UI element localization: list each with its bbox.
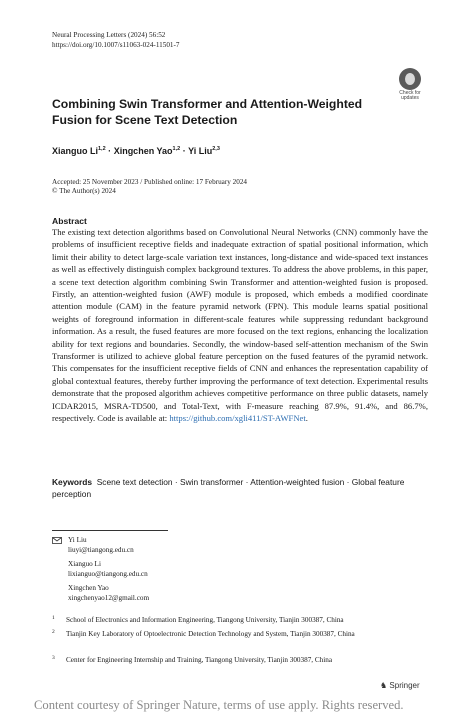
author-affiliation-mark: 2,3 bbox=[212, 146, 220, 152]
publisher-name: Springer bbox=[389, 681, 420, 690]
author-name[interactable]: Xianguo Li bbox=[52, 146, 98, 156]
contact-entry bbox=[52, 536, 134, 555]
author-name[interactable]: Yi Liu bbox=[188, 146, 213, 156]
keywords bbox=[52, 476, 428, 500]
contact-name: Yi Liu bbox=[68, 536, 87, 544]
author-name[interactable]: Xingchen Yao bbox=[113, 146, 173, 156]
courtesy-watermark: Content courtesy of Springer Nature, terms of use apply. Rights reserved. bbox=[34, 698, 404, 712]
affiliation-text: School of Electronics and Information Engineering, Tiangong University, Tianjin 300387, China bbox=[66, 616, 344, 624]
contact-email[interactable]: xingchenyao12@gmail.com bbox=[68, 593, 150, 602]
affiliation-text: Tianjin Key Laboratory of Optoelectronic Detection Technology and System, Tianjin 300387, China bbox=[66, 630, 355, 638]
abstract-paragraph: The existing text detection algorithms based on Convolutional Neural Networks (CNN) commonly have the problems of insufficient receptive fields and inadequate extraction of spatial positional information, which limit their ability to detect large-scale variation text instances, long-distance and wide-spaced text instances as well as effectively distinguish complex background textures. To address the above problems, in this paper, a scene text detection algorithm combining Swin Transformer and attention-weighted fusion is proposed. Firstly, an attention-weighted fusion (AWF) module is proposed, which embeds a modified coordinate attention module (CAM) in the feature pyramid network (FPN). This module learns spatial positional weights of foreground information in different-scale features while suppressing redundant background information. As a result, the fused features are more focused on the text regions, enhancing the localization ability for text regions and boundaries. Secondly, the window-based self-attention mechanism of the Swin Transformer is utilized to achieve global feature perception on the fused features of the pyramid network. This compensates for the insufficient receptive fields of CNN and enhances the representation capability of global contextual features, thereby further improving the performance of text detection. Experimental results demonstrate that the proposed algorithm achieves competitive performance on three public datasets, namely ICDAR2015, MSRA-TD500, and Total-Text, with F-measure reaching 87.9%, 91.4%, and 86.7%, respectively. Code is available at: bbox=[52, 227, 428, 424]
springer-horse-icon: ♞ bbox=[380, 681, 388, 690]
affiliation-text: Center for Engineering Internship and Training, Tiangong University, Tianjin 300387, China bbox=[66, 656, 333, 664]
author-separator: · bbox=[108, 146, 112, 156]
contact-name: Xingchen Yao bbox=[68, 584, 109, 592]
check-for-updates-badge[interactable] bbox=[392, 68, 428, 106]
abstract-end: . bbox=[305, 413, 308, 424]
doi-link[interactable]: https://doi.org/10.1007/s11063-024-11501-7 bbox=[52, 41, 180, 49]
contact-email[interactable]: lixianguo@tiangong.edu.cn bbox=[68, 569, 148, 578]
publication-dates: Accepted: 25 November 2023 / Published online: 17 February 2024 bbox=[52, 178, 248, 186]
author-affiliation-mark: 1,2 bbox=[172, 146, 181, 152]
check-updates-icon bbox=[399, 68, 421, 90]
contact-entry bbox=[52, 560, 148, 579]
contact-email[interactable]: liuyi@tiangong.edu.cn bbox=[68, 545, 134, 554]
author-separator: · bbox=[182, 146, 186, 156]
abstract-heading: Abstract bbox=[52, 216, 87, 226]
author-list bbox=[52, 146, 220, 156]
affiliation-number: 1 bbox=[52, 615, 55, 621]
abstract-text bbox=[52, 226, 428, 425]
affiliation-number: 2 bbox=[52, 629, 55, 635]
footnote-divider bbox=[52, 530, 168, 531]
contact-name: Xianguo Li bbox=[68, 560, 101, 568]
paper-title: Combining Swin Transformer and Attention-Weighted Fusion for Scene Text Detection bbox=[52, 97, 363, 127]
keywords-label: Keywords bbox=[52, 477, 93, 487]
check-updates-line-2: updates bbox=[401, 95, 419, 102]
journal-citation: Neural Processing Letters (2024) 56:52 bbox=[52, 31, 166, 39]
keywords-list: Scene text detection · Swin transformer · Attention-weighted fusion · Global feature perception bbox=[52, 477, 405, 499]
affiliation-number: 3 bbox=[52, 655, 55, 661]
copyright-notice: © The Author(s) 2024 bbox=[52, 187, 116, 195]
publisher-logo bbox=[380, 681, 420, 690]
check-updates-line-1: Check for bbox=[399, 90, 421, 96]
code-repository-link[interactable]: https://github.com/xgli411/ST-AWFNet bbox=[169, 413, 306, 424]
author-affiliation-mark: 1,2 bbox=[98, 146, 106, 152]
contact-entry bbox=[52, 584, 149, 603]
